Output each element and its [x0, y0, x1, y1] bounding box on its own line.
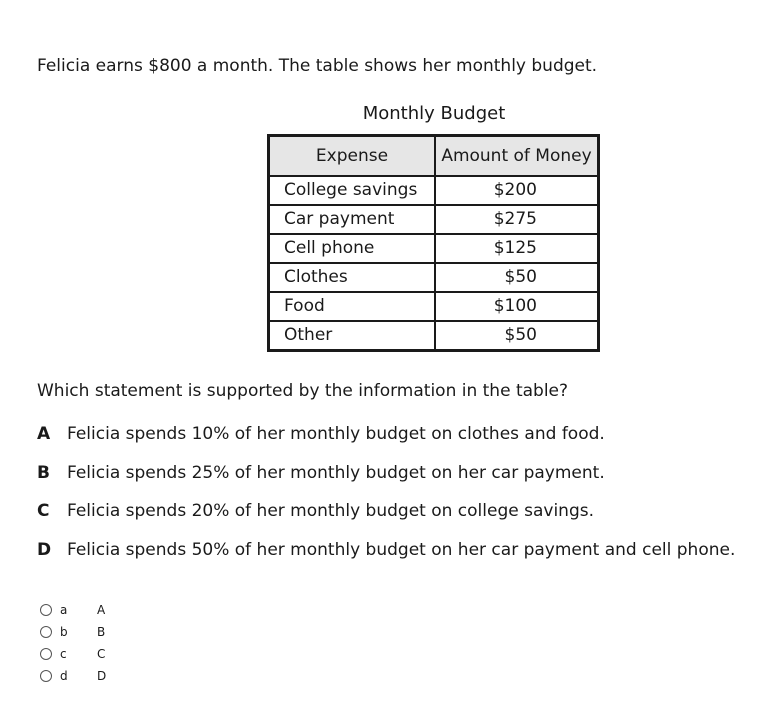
choice-a — [37, 424, 735, 463]
column-header-amount: Amount of Money — [435, 136, 599, 177]
table-row — [269, 176, 599, 205]
budget-table — [267, 134, 600, 352]
amount-cell: $200 — [435, 176, 599, 205]
answer-value-label: D — [97, 669, 107, 683]
answer-key-label: b — [60, 625, 68, 639]
table-row — [269, 205, 599, 234]
amount-cell: $125 — [435, 234, 599, 263]
expense-cell: Food — [269, 292, 436, 321]
answer-value-label: A — [97, 603, 106, 617]
table-title: Monthly Budget — [362, 103, 506, 124]
radio-button-b[interactable] — [40, 626, 52, 638]
choice-letter: B — [37, 462, 50, 483]
choice-b — [37, 463, 735, 502]
question-intro: Felicia earns $800 a month. The table shows her monthly budget. — [37, 56, 598, 76]
expense-cell: Clothes — [269, 263, 436, 292]
answer-key-label: a — [60, 603, 68, 617]
answer-radio-group — [40, 599, 106, 687]
amount-cell: $100 — [435, 292, 599, 321]
amount-cell: $50 — [435, 263, 599, 292]
choice-c — [37, 501, 735, 540]
choice-letter: A — [37, 424, 51, 444]
answer-option-d[interactable] — [40, 665, 106, 687]
choice-letter: C — [37, 501, 50, 522]
radio-button-c[interactable] — [40, 648, 52, 660]
table-header-row — [269, 136, 599, 177]
choice-list — [37, 424, 735, 579]
choice-d — [37, 540, 735, 579]
expense-cell: College savings — [269, 176, 436, 205]
table-row — [269, 321, 599, 351]
expense-cell: Other — [269, 321, 436, 351]
radio-button-a[interactable] — [40, 604, 52, 616]
choice-text: Felicia spends 10% of her monthly budget on clothes and food. — [67, 424, 605, 444]
radio-button-d[interactable] — [40, 670, 52, 682]
answer-key-label: d — [60, 669, 68, 683]
expense-cell: Car payment — [269, 205, 436, 234]
amount-cell: $275 — [435, 205, 599, 234]
table-row — [269, 263, 599, 292]
table-row — [269, 292, 599, 321]
expense-cell: Cell phone — [269, 234, 436, 263]
choice-text: Felicia spends 25% of her monthly budget on her car payment. — [67, 462, 605, 483]
choice-text: Felicia spends 50% of her monthly budget on her car payment and cell phone. — [67, 540, 736, 561]
column-header-expense: Expense — [269, 136, 436, 177]
answer-option-b[interactable] — [40, 621, 106, 643]
answer-value-label: B — [97, 625, 106, 639]
answer-value-label: C — [97, 647, 106, 661]
question-prompt: Which statement is supported by the information in the table? — [37, 381, 569, 401]
amount-cell: $50 — [435, 321, 599, 351]
choice-text: Felicia spends 20% of her monthly budget on college savings. — [67, 501, 594, 522]
choice-letter: D — [37, 540, 52, 561]
answer-option-a[interactable] — [40, 599, 106, 621]
answer-key-label: c — [60, 647, 67, 661]
answer-option-c[interactable] — [40, 643, 106, 665]
table-row — [269, 234, 599, 263]
